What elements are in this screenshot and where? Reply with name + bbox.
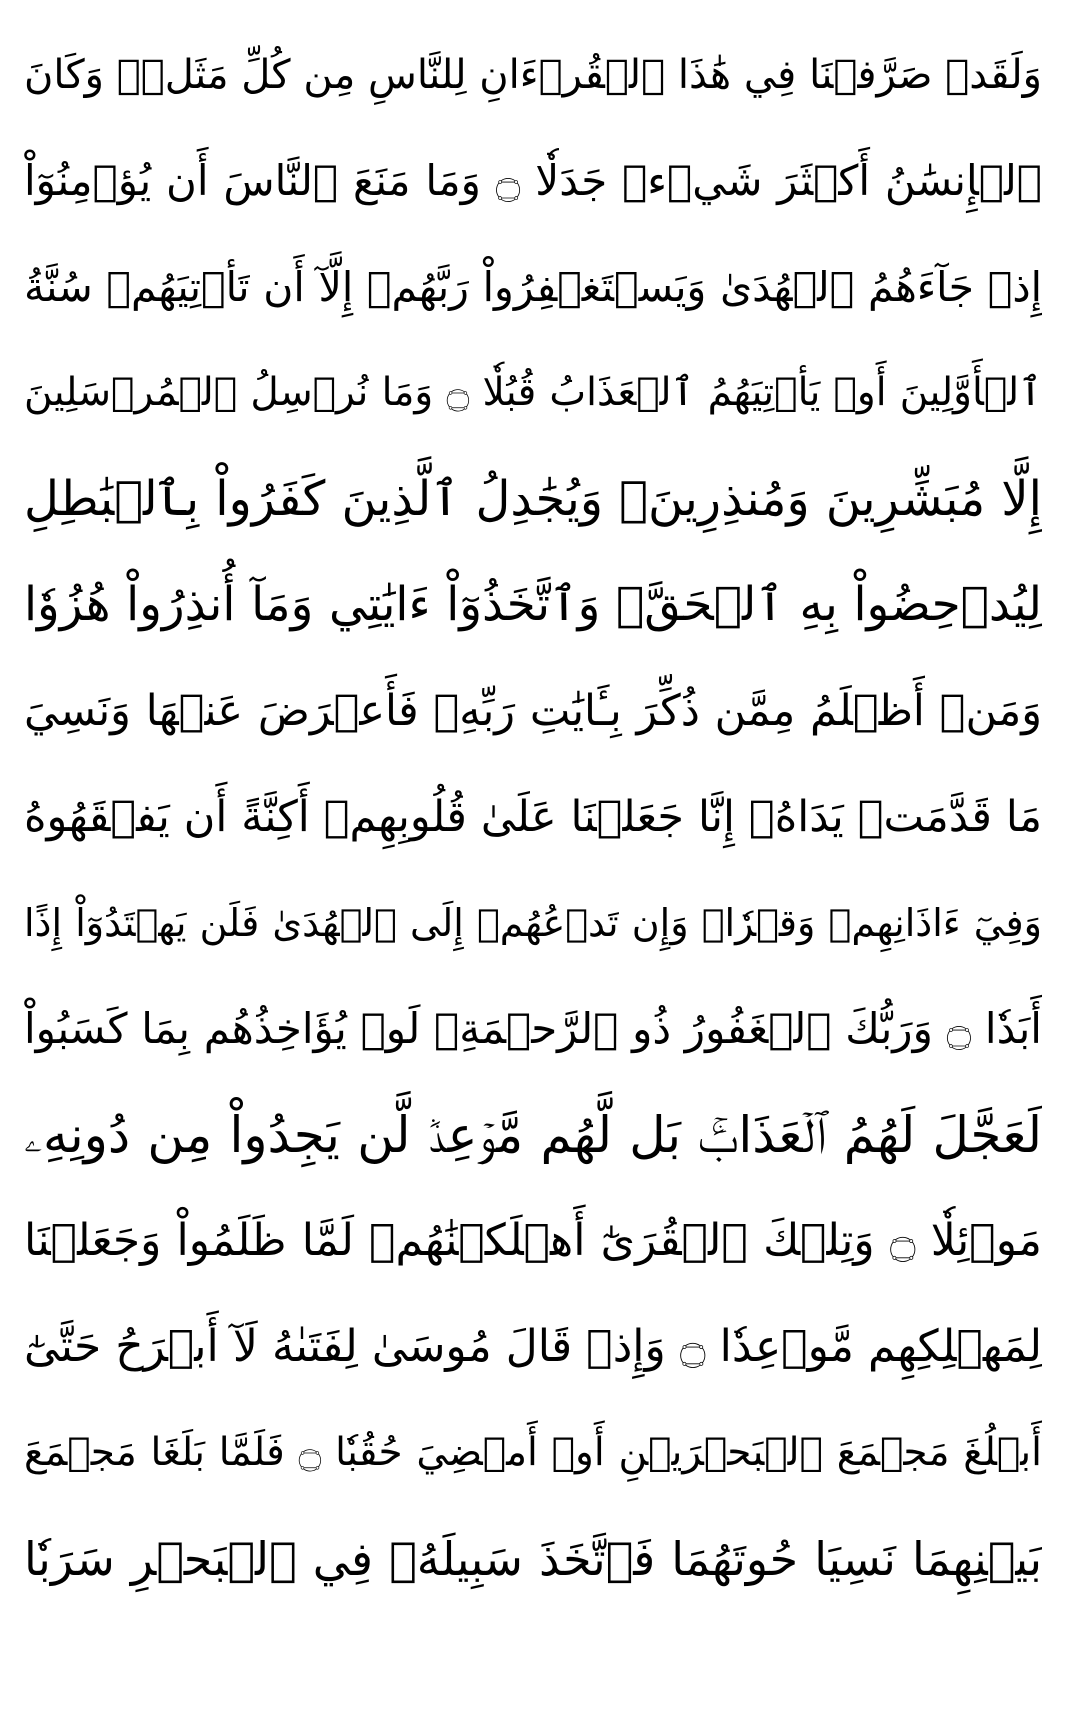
text-line — [24, 870, 1042, 976]
line-text: لَعَجَّلَ لَهُمُ ٱلۡعَذَابَۚ بَل لَّهُم مَّوۡعِدٞ لَّن يَجِدُواْ مِن دُونِهِۦ — [24, 1106, 1042, 1164]
text-line — [24, 22, 1042, 128]
text-line — [24, 446, 1042, 552]
text-line — [24, 128, 1042, 234]
line-text: أَبۡلُغَ مَجۡمَعَ ٱلۡبَحۡرَيۡنِ أَوۡ أَمۡضِيَ حُقُبٗا ۝ فَلَمَّا بَلَغَا مَجۡمَعَ — [24, 1430, 1042, 1475]
line-text: لِمَهۡلِكِهِم مَّوۡعِدٗا ۝ وَإِذۡ قَالَ مُوسَىٰ لِفَتَىٰهُ لَآ أَبۡرَحُ حَتَّىٰٓ — [24, 1321, 1042, 1372]
text-line — [24, 1506, 1042, 1612]
text-line — [24, 340, 1042, 446]
line-text: ٱلۡإِنسَٰنُ أَكۡثَرَ شَيۡءٖ جَدَلٗا ۝ وَمَا مَنَعَ ٱلنَّاسَ أَن يُؤۡمِنُوٓاْ — [24, 156, 1042, 205]
line-text: وَمَنۡ أَظۡلَمُ مِمَّن ذُكِّرَ بِـَٔايَٰتِ رَبِّهِۦ فَأَعۡرَضَ عَنۡهَا وَنَسِيَ — [24, 686, 1042, 736]
text-line — [24, 1400, 1042, 1506]
line-text: وَلَقَدۡ صَرَّفۡنَا فِي هَٰذَا ٱلۡقُرۡءَانِ لِلنَّاسِ مِن كُلِّ مَثَلٖۚ وَكَانَ — [24, 52, 1042, 98]
line-text: مَا قَدَّمَتۡ يَدَاهُۚ إِنَّا جَعَلۡنَا عَلَىٰ قُلُوبِهِمۡ أَكِنَّةً أَن يَفۡقَهُوهُ — [24, 792, 1042, 842]
line-text: مَوۡئِلٗا ۝ وَتِلۡكَ ٱلۡقُرَىٰٓ أَهۡلَكۡنَٰهُمۡ لَمَّا ظَلَمُواْ وَجَعَلۡنَا — [24, 1215, 1042, 1266]
line-text: أَبَدٗا ۝ وَرَبُّكَ ٱلۡغَفُورُ ذُو ٱلرَّحۡمَةِۖ لَوۡ يُؤَاخِذُهُم بِمَا كَسَبُواْ — [24, 1004, 1042, 1053]
line-text: لِيُدۡحِضُواْ بِهِ ٱلۡحَقَّۖ وَٱتَّخَذُوٓاْ ءَايَٰتِي وَمَآ أُنذِرُواْ هُزُوٗا — [24, 577, 1042, 632]
text-line — [24, 552, 1042, 658]
line-text: وَفِيٓ ءَاذَانِهِمۡ وَقۡرٗاۖ وَإِن تَدۡعُهُمۡ إِلَى ٱلۡهُدَىٰ فَلَن يَهۡتَدُوٓاْ إِذًا — [24, 901, 1042, 945]
text-line — [24, 764, 1042, 870]
text-line — [24, 1294, 1042, 1400]
line-text: بَيۡنِهِمَا نَسِيَا حُوتَهُمَا فَٱتَّخَذَ سَبِيلَهُۥ فِي ٱلۡبَحۡرِ سَرَبٗا — [24, 1532, 1042, 1586]
line-text: إِلَّا مُبَشِّرِينَ وَمُنذِرِينَۚ وَيُجَٰدِلُ ٱلَّذِينَ كَفَرُواْ بِٱلۡبَٰطِلِ — [24, 471, 1042, 527]
text-line — [24, 658, 1042, 764]
text-line — [24, 1188, 1042, 1294]
line-text: ٱلۡأَوَّلِينَ أَوۡ يَأۡتِيَهُمُ ٱلۡعَذَابُ قُبُلٗا ۝ وَمَا نُرۡسِلُ ٱلۡمُرۡسَلِينَ — [24, 370, 1042, 415]
line-text: إِذۡ جَآءَهُمُ ٱلۡهُدَىٰ وَيَسۡتَغۡفِرُواْ رَبَّهُمۡ إِلَّآ أَن تَأۡتِيَهُمۡ سُنَّةُ — [24, 263, 1042, 311]
text-line — [24, 1082, 1042, 1188]
text-line — [24, 976, 1042, 1082]
text-line — [24, 234, 1042, 340]
